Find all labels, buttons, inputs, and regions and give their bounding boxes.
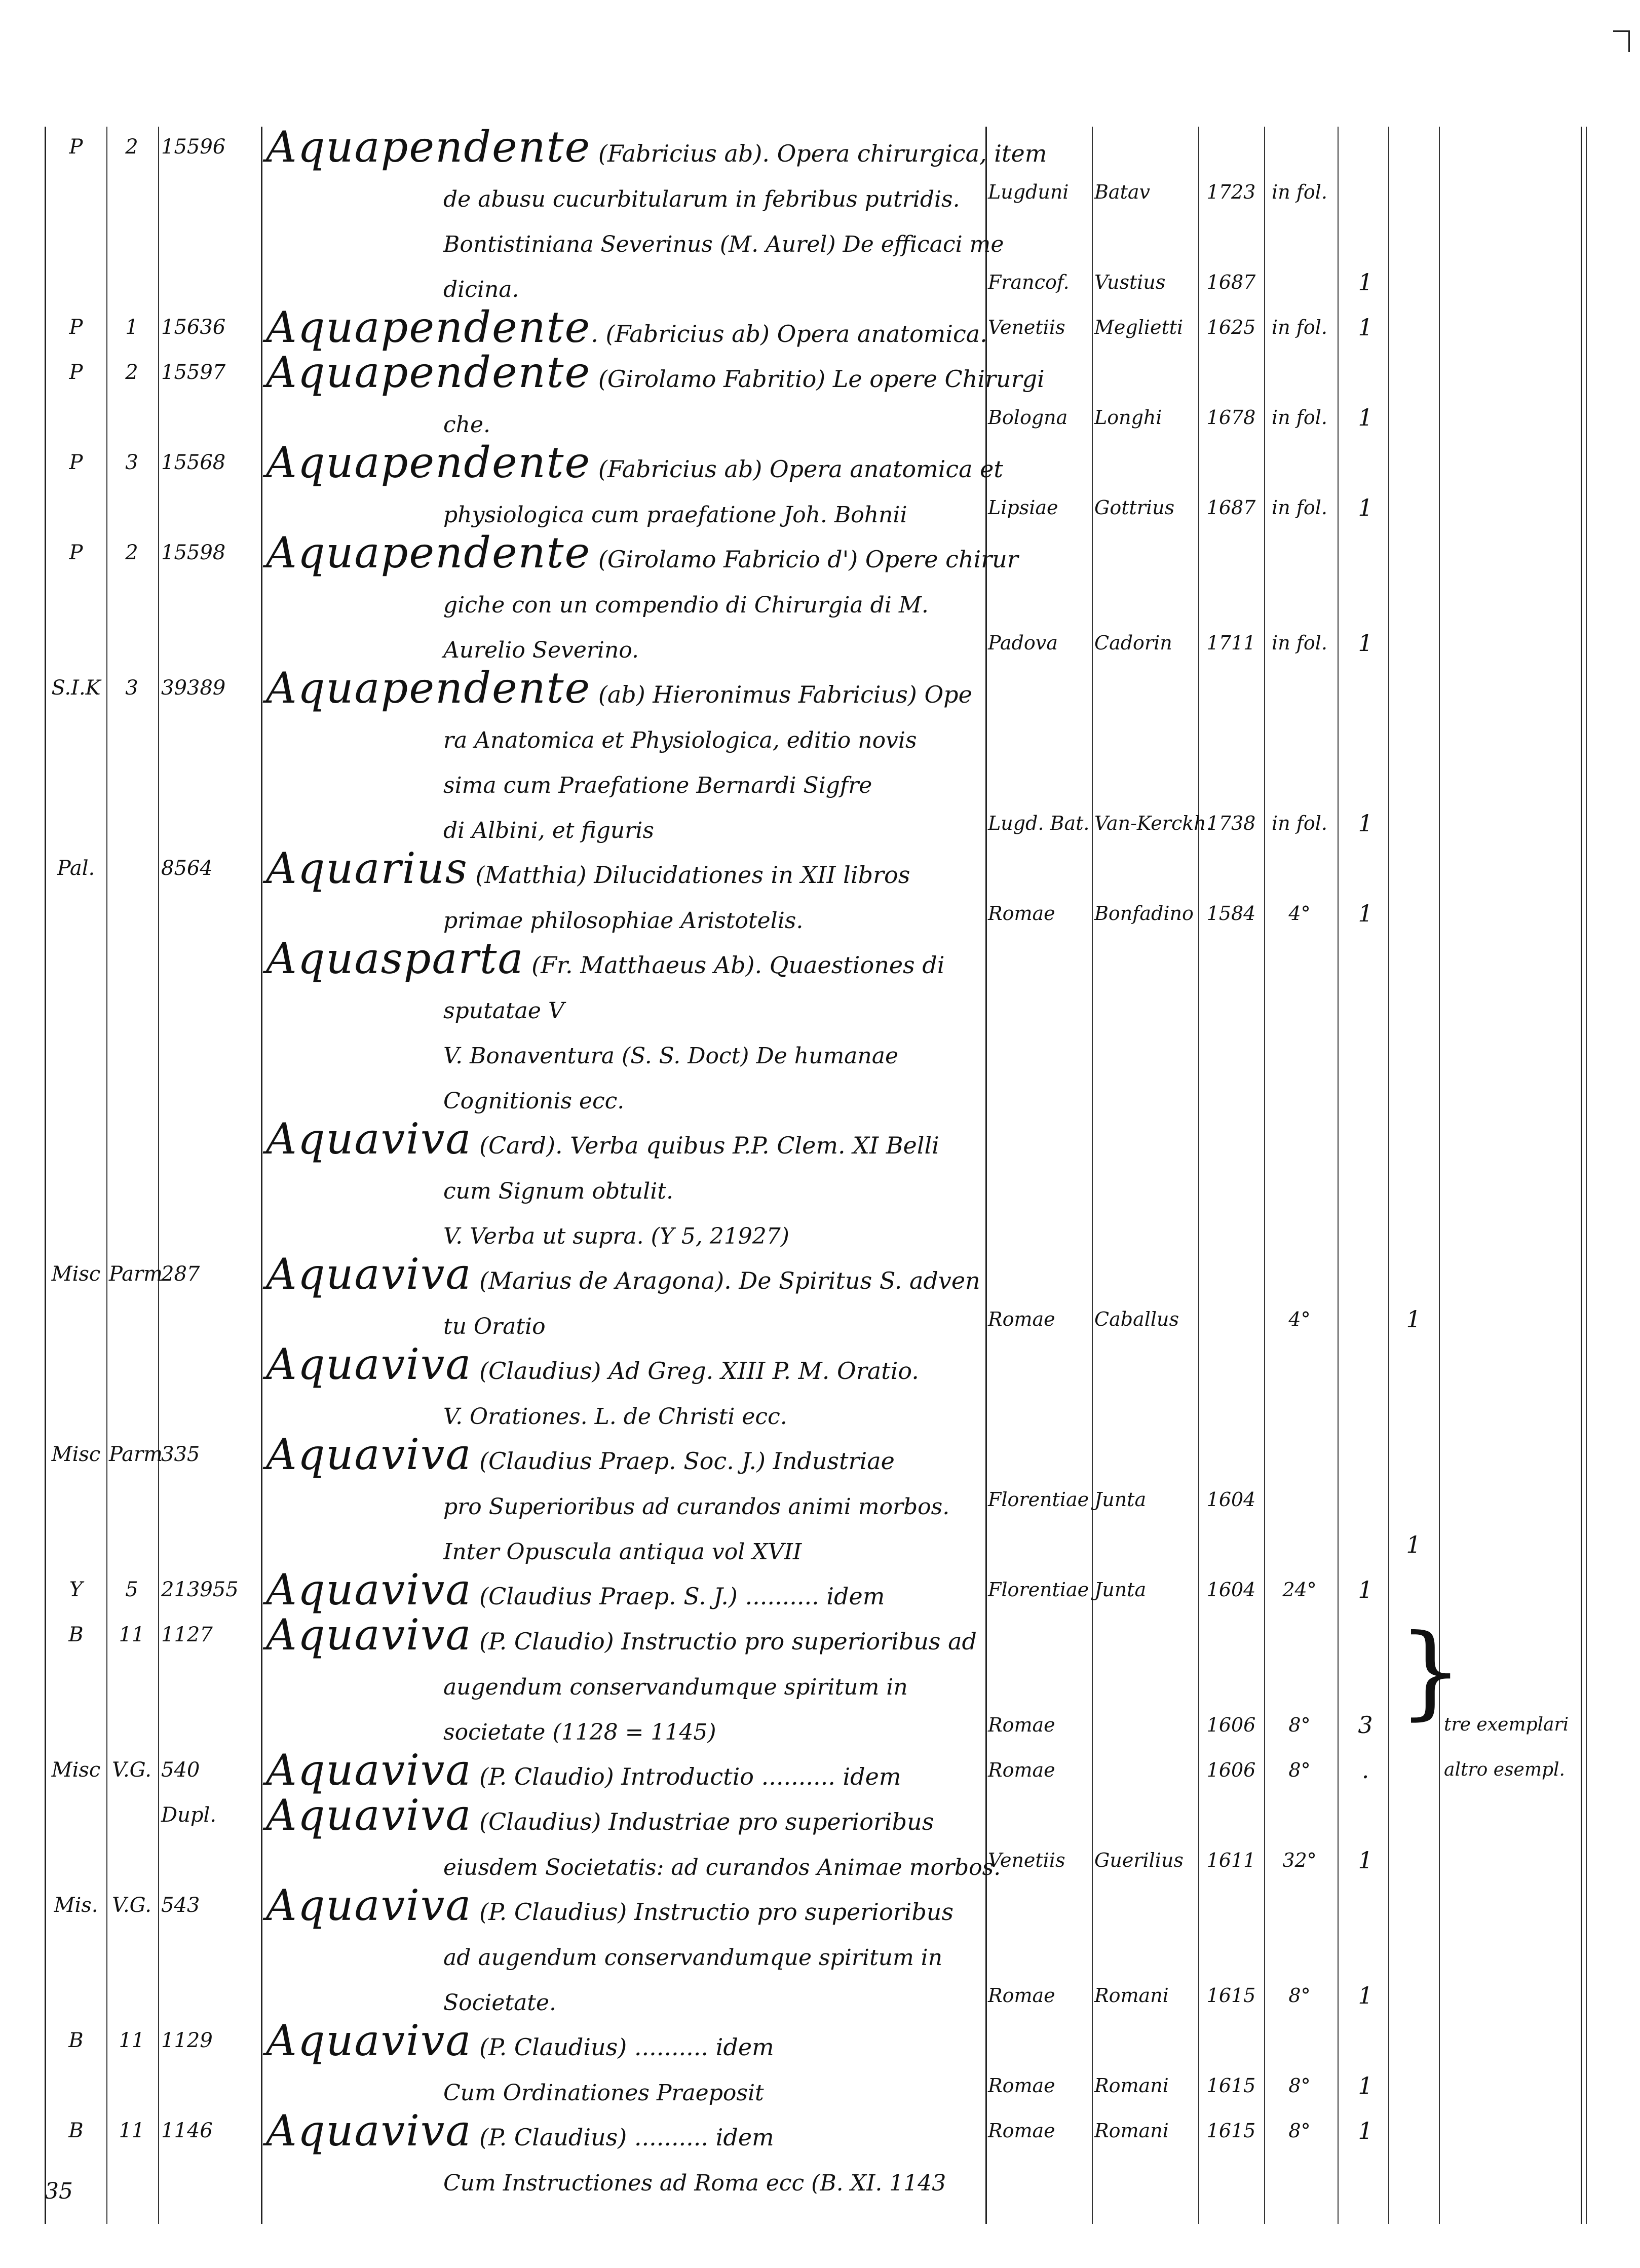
imprint-place: Romae [988, 1714, 1055, 1736]
imprint-publisher: Cadorin [1094, 632, 1172, 654]
inventory-number: 39389 [161, 676, 226, 700]
catalog-row [0, 893, 1640, 934]
entry-description: eiusdem Societatis: ad curandos Animae morbos. [443, 1855, 1001, 1880]
entry-headword: Aquaviva [266, 1610, 472, 1660]
format: in fol. [1272, 406, 1327, 429]
entry-headword: Aquapendente [266, 122, 591, 172]
imprint-place: Romae [988, 902, 1055, 925]
shelf-volume: 2 [125, 135, 138, 159]
catalog-row [0, 578, 1640, 618]
entry-description: (Matthia) Dilucidationes in XII libros [468, 861, 910, 889]
inventory-number: 335 [161, 1443, 200, 1466]
imprint-publisher: Romani [1094, 2074, 1169, 2097]
entry-description: augendum conservandumque spiritum in [443, 1674, 908, 1700]
inventory-number: 15598 [161, 541, 226, 564]
shelf-signature: B [68, 1623, 84, 1646]
imprint-place: Romae [988, 2120, 1055, 2142]
catalog-row [0, 1975, 1640, 2016]
entry-headword: Aquaviva [266, 1745, 472, 1795]
entry-description: Bontistiniana Severinus (M. Aurel) De efficaci me [443, 232, 1004, 257]
imprint-year: 1738 [1206, 812, 1256, 834]
copies-count: 1 [1358, 629, 1373, 657]
entry-text [266, 1114, 985, 1166]
shelf-signature: Pal. [57, 857, 95, 880]
catalog-row [0, 2156, 1640, 2196]
imprint-year: 1615 [1206, 1984, 1256, 2007]
catalog-row [0, 1745, 1640, 1795]
copies-count: 3 [1358, 1711, 1373, 1739]
entry-headword: Aquasparta [266, 934, 524, 983]
entry-text [266, 843, 985, 895]
imprint-publisher: Vustius [1094, 271, 1166, 293]
catalog-row [0, 1565, 1640, 1614]
entry-description: pro Superioribus ad curandos animi morbos. [443, 1494, 950, 1520]
entry-text [266, 758, 985, 806]
entry-description: tu Oratio [443, 1314, 546, 1339]
imprint-place: Venetiis [988, 316, 1065, 338]
shelf-signature: P [69, 135, 83, 159]
entry-description: che. [443, 412, 491, 438]
catalog-row [0, 172, 1640, 212]
entry-headword: Aquaviva [266, 1430, 472, 1479]
shelf-volume: 3 [125, 451, 138, 474]
catalog-row [0, 1339, 1640, 1389]
catalog-row [0, 1524, 1640, 1565]
brace-mark: } [1398, 1612, 1463, 1731]
format: in fol. [1272, 181, 1327, 203]
inventory-number: Dupl. [161, 1803, 216, 1827]
format: 8° [1288, 2120, 1311, 2142]
entry-text [266, 438, 1003, 489]
catalog-row [0, 2016, 1640, 2065]
format: 8° [1288, 1984, 1311, 2007]
catalog-row [0, 122, 1640, 172]
entry-headword: Aquarius [266, 843, 468, 893]
entry-text [266, 934, 985, 985]
catalog-row [0, 1299, 1640, 1339]
imprint-publisher: Junta [1094, 1488, 1147, 1511]
imprint-place: Florentiae [988, 1488, 1089, 1511]
entry-headword: Aquaviva [266, 1114, 472, 1164]
shelf-volume: Parm [109, 1443, 163, 1466]
imprint-publisher: Romani [1094, 2120, 1169, 2142]
imprint-year: 1611 [1206, 1849, 1256, 1871]
imprint-place: Romae [988, 1308, 1055, 1330]
entry-description: (Claudius) Industriae pro superioribus [472, 1808, 934, 1835]
entry-headword: Aquaviva [266, 1790, 472, 1840]
copies-count-extra: 1 [1406, 1305, 1421, 1333]
imprint-year: 1687 [1206, 496, 1256, 519]
entry-headword: Aquaviva [266, 2016, 472, 2065]
catalog-row [0, 983, 1640, 1024]
entry-description: Cognitionis ecc. [443, 1088, 625, 1114]
entry-text [266, 2106, 985, 2158]
format: 4° [1288, 902, 1311, 925]
imprint-publisher: Meglietti [1094, 316, 1184, 338]
entry-description: ad augendum conservandumque spiritum in [443, 1945, 943, 1971]
imprint-publisher: Longhi [1094, 406, 1162, 429]
format: in fol. [1272, 812, 1327, 834]
format: in fol. [1272, 316, 1327, 338]
entry-description: V. Bonaventura (S. S. Doct) De humanae [443, 1043, 899, 1069]
inventory-number: 213955 [161, 1578, 239, 1601]
shelf-volume: Parm [109, 1262, 163, 1286]
entry-text [266, 172, 985, 220]
catalog-row [0, 1705, 1640, 1745]
copies-count: 1 [1358, 2072, 1373, 2099]
entry-description: Aurelio Severino. [443, 637, 639, 663]
entry-description: primae philosophiae Aristotelis. [443, 908, 804, 934]
imprint-publisher: Caballus [1094, 1308, 1179, 1330]
entry-description: (P. Claudio) Introductio .......... idem [472, 1763, 901, 1790]
catalog-row [0, 1430, 1640, 1479]
entry-description: Cum Instructiones ad Roma ecc (B. XI. 1143 [443, 2170, 946, 2196]
shelf-volume: 2 [125, 541, 138, 564]
entry-text [266, 1610, 985, 1662]
entry-description: ra Anatomica et Physiologica, editio novis [443, 727, 917, 753]
shelf-volume: V.G. [112, 1894, 151, 1917]
imprint-year: 1615 [1206, 2074, 1256, 2097]
entry-description: (Claudius Praep. Soc. J.) Industriae [472, 1447, 895, 1475]
format: 8° [1288, 1759, 1311, 1781]
copies-count: 1 [1358, 810, 1373, 837]
catalog-row [0, 713, 1640, 753]
shelf-volume: 3 [125, 676, 138, 700]
imprint-publisher: Batav [1094, 181, 1150, 203]
catalog-row [0, 934, 1640, 983]
copies-count: . [1361, 1756, 1369, 1784]
imprint-year: 1606 [1206, 1759, 1256, 1781]
entry-description: di Albini, et figuris [443, 818, 654, 843]
imprint-year: 1615 [1206, 2120, 1256, 2142]
entry-headword: Aquaviva [266, 1565, 472, 1614]
entry-description: (P. Claudius) .......... idem [472, 2124, 774, 2151]
entry-text [266, 663, 985, 715]
entry-description: (Fabricius ab). Opera chirurgica, item [591, 140, 1047, 167]
format: 4° [1288, 1308, 1311, 1330]
inventory-number: 8564 [161, 857, 213, 880]
inventory-number: 1146 [161, 2119, 213, 2142]
imprint-year: 1604 [1206, 1579, 1256, 1601]
margin-note: tre exemplari [1444, 1714, 1569, 1735]
copies-count: 1 [1358, 404, 1373, 431]
entry-headword: Aquaviva [266, 1249, 472, 1299]
entry-headword: Aquapendente [266, 438, 591, 487]
corner-mark [1613, 30, 1630, 52]
entry-text [266, 1430, 985, 1481]
format: in fol. [1272, 632, 1327, 654]
inventory-number: 540 [161, 1758, 200, 1782]
shelf-signature: B [68, 2119, 84, 2142]
imprint-place: Venetiis [988, 1849, 1065, 1871]
entry-headword: Aquapendente [266, 302, 591, 352]
shelf-signature: S.I.K [51, 676, 101, 700]
entry-description: physiologica cum praefatione Joh. Bohnii [443, 502, 907, 528]
catalog-row [0, 397, 1640, 438]
imprint-place: Lipsiae [988, 496, 1058, 519]
format: 32° [1282, 1849, 1317, 1871]
entry-text [266, 2156, 985, 2204]
entry-description: V. Orationes. L. de Christi ecc. [443, 1404, 787, 1430]
entry-text [266, 1880, 985, 1932]
entry-description: (Girolamo Fabritio) Le opere Chirurgi [591, 365, 1045, 393]
entry-description: Cum Ordinationes Praeposit [443, 2080, 764, 2106]
inventory-number: 1127 [161, 1623, 213, 1646]
shelf-signature: Mis. [54, 1894, 98, 1917]
entry-text [266, 1249, 985, 1301]
copies-count: 1 [1358, 1576, 1373, 1603]
imprint-year: 1711 [1206, 632, 1256, 654]
imprint-place: Lugduni [988, 181, 1069, 203]
imprint-year: 1723 [1206, 181, 1256, 203]
catalog-row [0, 262, 1640, 302]
entry-description: societate (1128 = 1145) [443, 1719, 716, 1745]
entry-headword: Aquapendente [266, 528, 591, 578]
imprint-place: Romae [988, 1984, 1055, 2007]
imprint-year: 1678 [1206, 406, 1256, 429]
catalog-row [0, 1028, 1640, 1069]
imprint-publisher: Junta [1094, 1579, 1147, 1601]
catalog-row [0, 348, 1640, 397]
entry-text [266, 2016, 985, 2067]
copies-count: 1 [1358, 900, 1373, 927]
entry-description: (P. Claudio) Instructio pro superioribus ad [472, 1628, 977, 1655]
shelf-volume: 1 [125, 316, 138, 339]
copies-count: 1 [1358, 268, 1373, 296]
imprint-year: 1687 [1206, 271, 1256, 293]
catalog-row [0, 803, 1640, 843]
imprint-place: Lugd. Bat. [988, 812, 1090, 834]
entry-headword: Aquaviva [266, 1339, 472, 1389]
catalog-row [0, 438, 1640, 487]
catalog-row [0, 1209, 1640, 1249]
catalog-row [0, 1114, 1640, 1164]
catalog-row [0, 2106, 1640, 2156]
catalog-row [0, 843, 1640, 893]
entry-headword: Aquaviva [266, 2106, 472, 2156]
copies-count: 1 [1358, 314, 1373, 341]
catalog-row [0, 487, 1640, 528]
catalog-row [0, 1610, 1640, 1660]
entry-headword: Aquaviva [266, 1880, 472, 1930]
entry-description: sputatae V [443, 998, 564, 1024]
entry-text [266, 578, 985, 626]
entry-text [266, 1930, 985, 1978]
entry-description: giche con un compendio di Chirurgia di M. [443, 592, 929, 618]
copies-count-extra: 1 [1406, 1531, 1421, 1558]
imprint-year: 1584 [1206, 902, 1256, 925]
shelf-signature: P [69, 541, 83, 564]
inventory-number: 15596 [161, 135, 226, 159]
entry-description: (Card). Verba quibus P.P. Clem. XI Belli [472, 1132, 939, 1159]
format: 24° [1282, 1579, 1317, 1601]
entry-text [266, 1339, 985, 1391]
entry-description: Inter Opuscula antiqua vol XVII [443, 1539, 802, 1565]
shelf-volume: 11 [119, 2029, 145, 2052]
copies-count: 1 [1358, 494, 1373, 521]
catalog-row [0, 2065, 1640, 2106]
entry-description: (P. Claudius) .......... idem [472, 2033, 774, 2061]
entry-description: . (Fabricius ab) Opera anatomica. [591, 320, 987, 348]
catalog-row [0, 217, 1640, 257]
entry-text [266, 348, 1045, 399]
imprint-place: Francof. [988, 271, 1070, 293]
shelf-volume: 11 [119, 2119, 145, 2142]
shelf-signature: Misc [51, 1443, 101, 1466]
entry-description: sima cum Praefatione Bernardi Sigfre [443, 773, 872, 798]
entry-description: (ab) Hieronimus Fabricius) Ope [591, 681, 972, 708]
entry-text [266, 1660, 985, 1708]
entry-description: dicina. [443, 277, 519, 302]
catalog-row [0, 1790, 1640, 1840]
entry-description: (Claudius) Ad Greg. XIII P. M. Oratio. [472, 1357, 919, 1385]
entry-description: (Girolamo Fabricio d') Opere chirur [591, 546, 1018, 573]
shelf-signature: Y [69, 1578, 83, 1601]
shelf-signature: P [69, 361, 83, 384]
entry-text [266, 217, 1004, 265]
catalog-row [0, 758, 1640, 798]
page-number: 35 [45, 2178, 73, 2204]
shelf-volume: 5 [125, 1578, 138, 1601]
entry-text [266, 1164, 985, 1212]
entry-description: (Marius de Aragona). De Spiritus S. adven [472, 1267, 980, 1294]
shelf-signature: Misc [51, 1262, 101, 1286]
copies-count: 1 [1358, 2117, 1373, 2144]
entry-description: Societate. [443, 1990, 557, 2016]
copies-count: 1 [1358, 1982, 1373, 2009]
entry-text [266, 122, 1047, 174]
inventory-number: 15597 [161, 361, 226, 384]
imprint-year: 1604 [1206, 1488, 1256, 1511]
entry-description: (Claudius Praep. S. J.) .......... idem [472, 1583, 885, 1610]
shelf-signature: P [69, 451, 83, 474]
entry-text [266, 1028, 985, 1077]
shelf-signature: P [69, 316, 83, 339]
catalog-row [0, 1164, 1640, 1204]
shelf-volume: 2 [125, 361, 138, 384]
catalog-row [0, 1660, 1640, 1700]
entry-text [266, 1479, 985, 1527]
catalog-row [0, 663, 1640, 713]
imprint-place: Bologna [988, 406, 1068, 429]
inventory-number: 15636 [161, 316, 226, 339]
format: 8° [1288, 2074, 1311, 2097]
catalog-row [0, 623, 1640, 663]
shelf-signature: Misc [51, 1758, 101, 1782]
shelf-volume: 11 [119, 1623, 145, 1646]
entry-text [266, 528, 1018, 580]
catalog-row [0, 1840, 1640, 1880]
format: 8° [1288, 1714, 1311, 1736]
imprint-year: 1606 [1206, 1714, 1256, 1736]
catalog-row [0, 528, 1640, 578]
copies-count: 1 [1358, 1847, 1373, 1874]
inventory-number: 1129 [161, 2029, 213, 2052]
catalog-row [0, 1073, 1640, 1114]
entry-description: (Fabricius ab) Opera anatomica et [591, 455, 1003, 483]
imprint-place: Romae [988, 1759, 1055, 1781]
entry-text [266, 983, 985, 1031]
shelf-signature: B [68, 2029, 84, 2052]
imprint-publisher: Guerilius [1094, 1849, 1184, 1871]
imprint-place: Padova [988, 632, 1058, 654]
entry-description: cum Signum obtulit. [443, 1178, 673, 1204]
imprint-publisher: Romani [1094, 1984, 1169, 2007]
inventory-number: 15568 [161, 451, 226, 474]
catalog-row [0, 1930, 1640, 1971]
imprint-publisher: Van-Kerckh. [1094, 812, 1212, 834]
imprint-place: Florentiae [988, 1579, 1089, 1601]
margin-note: altro esempl. [1444, 1759, 1565, 1780]
entry-text [266, 713, 985, 761]
shelf-volume: V.G. [112, 1758, 151, 1782]
imprint-year: 1625 [1206, 316, 1256, 338]
catalog-row [0, 1389, 1640, 1430]
entry-headword: Aquapendente [266, 663, 591, 713]
catalog-row [0, 1479, 1640, 1520]
imprint-publisher: Gottrius [1094, 496, 1175, 519]
entry-description: (P. Claudius) Instructio pro superioribus [472, 1898, 954, 1926]
inventory-number: 287 [161, 1262, 200, 1286]
entry-description: de abusu cucurbitularum in febribus putridis. [443, 186, 960, 212]
catalog-row [0, 1880, 1640, 1930]
entry-description: (Fr. Matthaeus Ab). Quaestiones di [524, 951, 945, 979]
entry-headword: Aquapendente [266, 348, 591, 397]
format: in fol. [1272, 496, 1327, 519]
entry-description: V. Verba ut supra. (Y 5, 21927) [443, 1223, 789, 1249]
imprint-place: Romae [988, 2074, 1055, 2097]
catalog-row [0, 1249, 1640, 1299]
inventory-number: 543 [161, 1894, 200, 1917]
entry-text [266, 1790, 985, 1842]
imprint-publisher: Bonfadino [1094, 902, 1194, 925]
catalog-row [0, 302, 1640, 352]
